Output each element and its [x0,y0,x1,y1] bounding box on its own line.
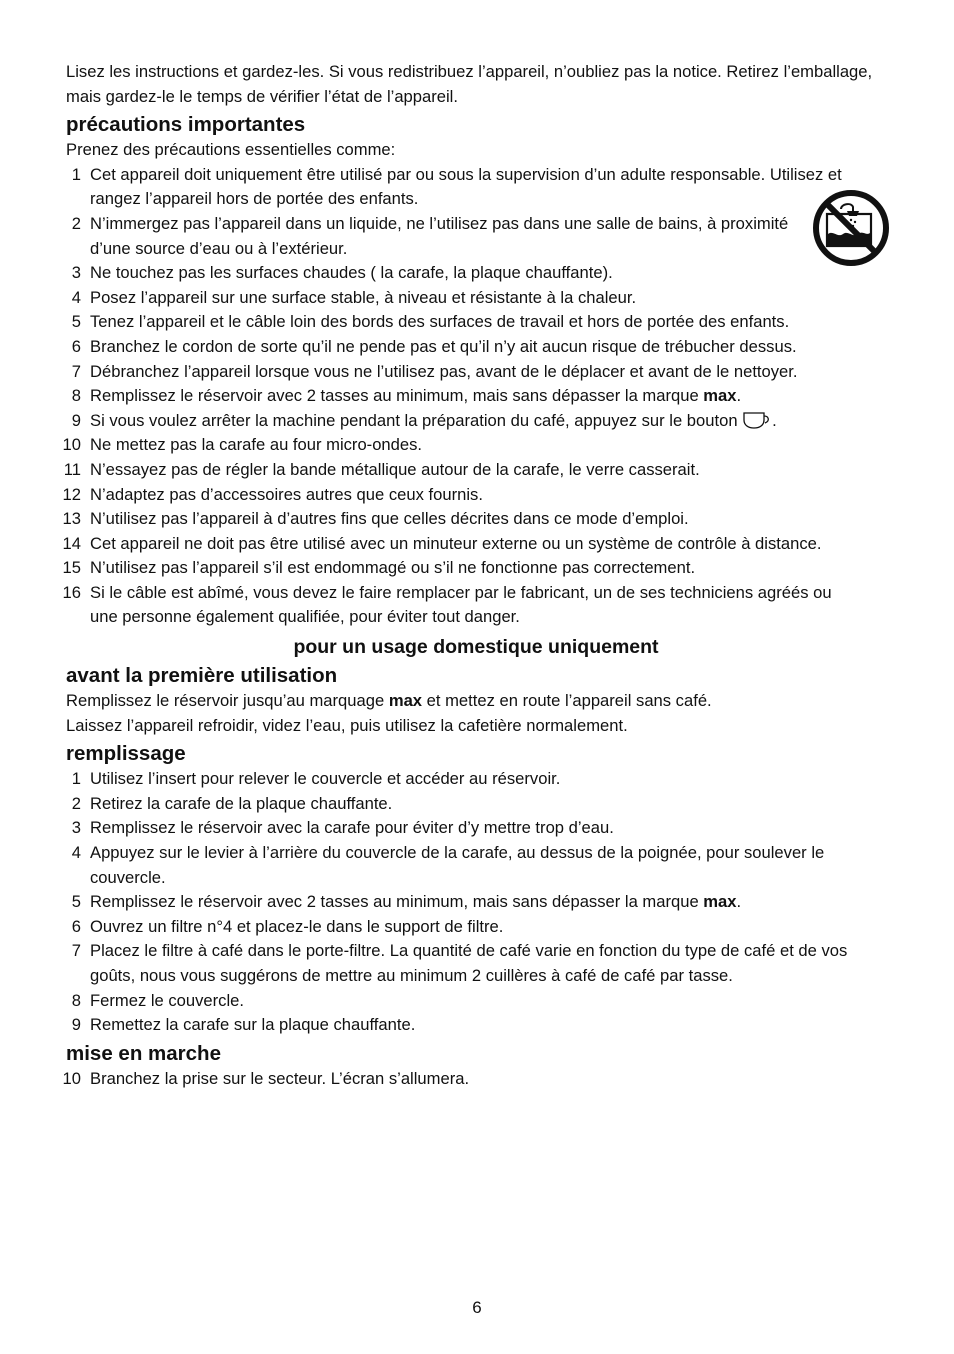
max-marking: max [703,892,737,912]
list-item: 11 N’essayez pas de régler la bande métallique autour de la carafe, le verre casserait. [63,459,700,479]
list-item: 8 Fermez le couvercle. [71,990,245,1010]
max-marking: max [388,691,423,711]
list-item: 5 Tenez l’appareil et le câble loin des bords des surfaces de travail et hors de portée des enfants. [71,312,790,332]
list-item: 13 N’utilisez pas l’appareil à d’autres fins que celles décrites dans ce mode d’emploi. [62,509,689,529]
first-use-heading: avant la première utilisation [66,664,338,688]
intro-text: Lisez les instructions et gardez-les. Si vous redistribuez l’appareil, n’oubliez pas la notice. Retirez l’emballage, mais gardez-le le temps de vérifier l’état de l’appareil. [66,62,873,106]
list-item: 7 Débranchez l’appareil lorsque vous ne l’utilisez pas, avant de le déplacer et avant de le nettoyer. [71,361,798,381]
list-item: 4 Posez l’appareil sur une surface stable, à niveau et résistante à la chaleur. [71,287,637,307]
list-item: 6 Branchez le cordon de sorte qu’il ne pende pas et qu’il n’y ait aucun risque de trébucher dessus. [71,336,797,356]
precautions-lead: Prenez des précautions essentielles comme: [66,140,396,160]
list-item: 3 Remplissez le réservoir avec la carafe pour éviter d’y mettre trop d’eau. [71,818,614,838]
list-item: 10 Ne mettez pas la carafe au four micro-ondes. [62,435,423,455]
list-item: 4 Appuyez sur le levier à l’arrière du couvercle de la carafe, au dessus de la poignée, pour soulever le couvercle. [71,843,825,887]
first-use-line-1: Remplissez le réservoir jusqu’au marquage max et mettez en route l’appareil sans café. [66,691,712,711]
list-item: 7 Placez le filtre à café dans le porte-filtre. La quantité de café varie en fonction du type de café et de vos goûts, nous vous suggérons de mettre au minimum 2 cuillères à café de café par tasse. [71,941,848,985]
list-item: 2 Retirez la carafe de la plaque chauffante. [71,793,393,813]
no-immersion-icon [811,188,891,268]
switch-on-list [62,1067,886,1092]
list-item: 1 Utilisez l’insert pour relever le couvercle et accéder au réservoir. [71,769,561,789]
max-marking: max [703,386,737,406]
list-item: 16 Si le câble est abîmé, vous devez le faire remplacer par le fabricant, un de ses techniciens agréés ou une personne également qualifiée, pour éviter tout danger. [62,582,832,627]
filling-list [66,767,886,1038]
list-item: 3 Ne touchez pas les surfaces chaudes ( la carafe, la plaque chauffante). [71,263,613,283]
list-item: 9 Remettez la carafe sur la plaque chauffante. [71,1015,416,1035]
list-item: 1 Cet appareil doit uniquement être utilisé par ou sous la supervision d’un adulte responsable. Utilisez et rangez l’appareil hors de portée des enfants. [71,164,842,209]
filling-heading: remplissage [66,742,186,766]
switch-on-heading: mise en marche [66,1041,221,1065]
list-item: 9 Si vous voulez arrêter la machine pendant la préparation du café, appuyez sur le bouton . [71,410,777,430]
list-item: 6 Ouvrez un filtre n°4 et placez-le dans le support de filtre. [71,916,504,936]
list-item: 15 N’utilisez pas l’appareil s’il est endommagé ou s’il ne fonctionne pas correctement. [62,558,696,578]
page-number: 6 [472,1298,482,1317]
list-item: 12 N’adaptez pas d’accessoires autres que ceux fournis. [62,484,483,504]
cup-button-icon [742,411,772,429]
precautions-list [62,163,886,630]
list-item: 10 Branchez la prise sur le secteur. L’écran s’allumera. [62,1068,470,1088]
precautions-heading: précautions importantes [66,113,306,137]
list-item: 2 N’immergez pas l’appareil dans un liquide, ne l’utilisez pas dans une salle de bains, à proximité d’une source d’eau ou à l’extérieur. [71,213,789,258]
list-item: 8 Remplissez le réservoir avec 2 tasses au minimum, mais sans dépasser la marque max. [71,386,742,406]
list-item: 5 Remplissez le réservoir avec 2 tasses au minimum, mais sans dépasser la marque max. [71,892,742,912]
list-item: 14 Cet appareil ne doit pas être utilisé avec un minuteur externe ou un système de contrôle à distance. [62,533,822,553]
page-content [62,60,886,1091]
domestic-use-notice: pour un usage domestique uniquement [293,636,659,659]
first-use-line-2: Laissez l’appareil refroidir, videz l’eau, puis utilisez la cafetière normalement. [66,715,628,735]
